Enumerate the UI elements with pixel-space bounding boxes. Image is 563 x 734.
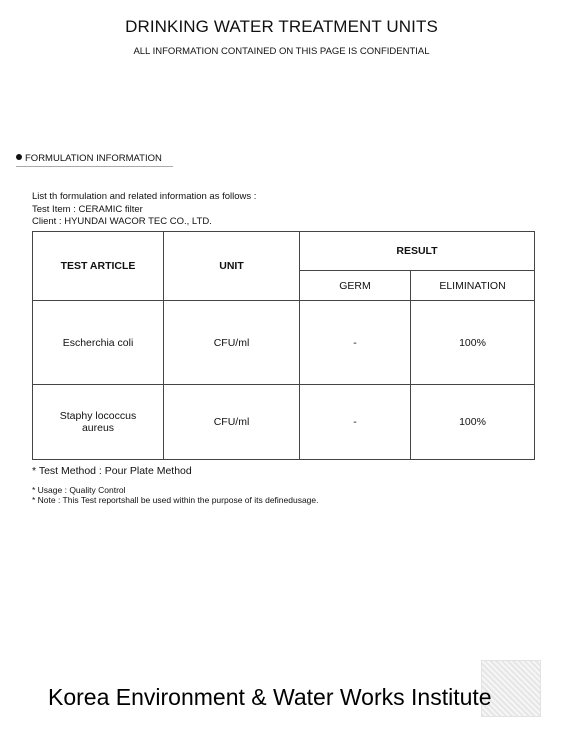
info-test-item: Test Item : CERAMIC filter — [32, 204, 143, 215]
header-test-article: TEST ARTICLE — [33, 232, 164, 301]
disclaimer-note: * Note : This Test reportshall be used within the purpose of its definedusage. — [32, 495, 319, 505]
section-heading-label: FORMULATION INFORMATION — [25, 153, 162, 164]
cell-article: Escherchia coli — [33, 301, 164, 385]
cell-unit: CFU/ml — [164, 385, 300, 460]
table-row — [33, 385, 535, 460]
table-row — [33, 301, 535, 385]
header-germ: GERM — [300, 271, 411, 301]
cell-article: Staphy lococcus aureus — [33, 385, 164, 460]
results-table — [32, 231, 535, 460]
cell-elimination: 100% — [411, 301, 535, 385]
cell-germ: - — [300, 301, 411, 385]
usage-note: * Usage : Quality Control — [32, 485, 126, 495]
header-unit: UNIT — [164, 232, 300, 301]
info-client: Client : HYUNDAI WACOR TEC CO., LTD. — [32, 216, 212, 227]
cell-elimination: 100% — [411, 385, 535, 460]
section-heading — [16, 153, 173, 167]
table-header-row — [33, 232, 535, 271]
header-elimination: ELIMINATION — [411, 271, 535, 301]
info-intro: List th formulation and related information as follows : — [32, 191, 257, 202]
cell-unit: CFU/ml — [164, 301, 300, 385]
header-result: RESULT — [300, 232, 535, 271]
document-title: DRINKING WATER TREATMENT UNITS — [125, 17, 438, 36]
bullet-icon — [16, 154, 22, 160]
cell-germ: - — [300, 385, 411, 460]
test-method-note: * Test Method : Pour Plate Method — [32, 465, 192, 477]
confidential-notice: ALL INFORMATION CONTAINED ON THIS PAGE IS CONFIDENTIAL — [133, 46, 430, 57]
institute-name: Korea Environment & Water Works Institute — [48, 684, 492, 710]
